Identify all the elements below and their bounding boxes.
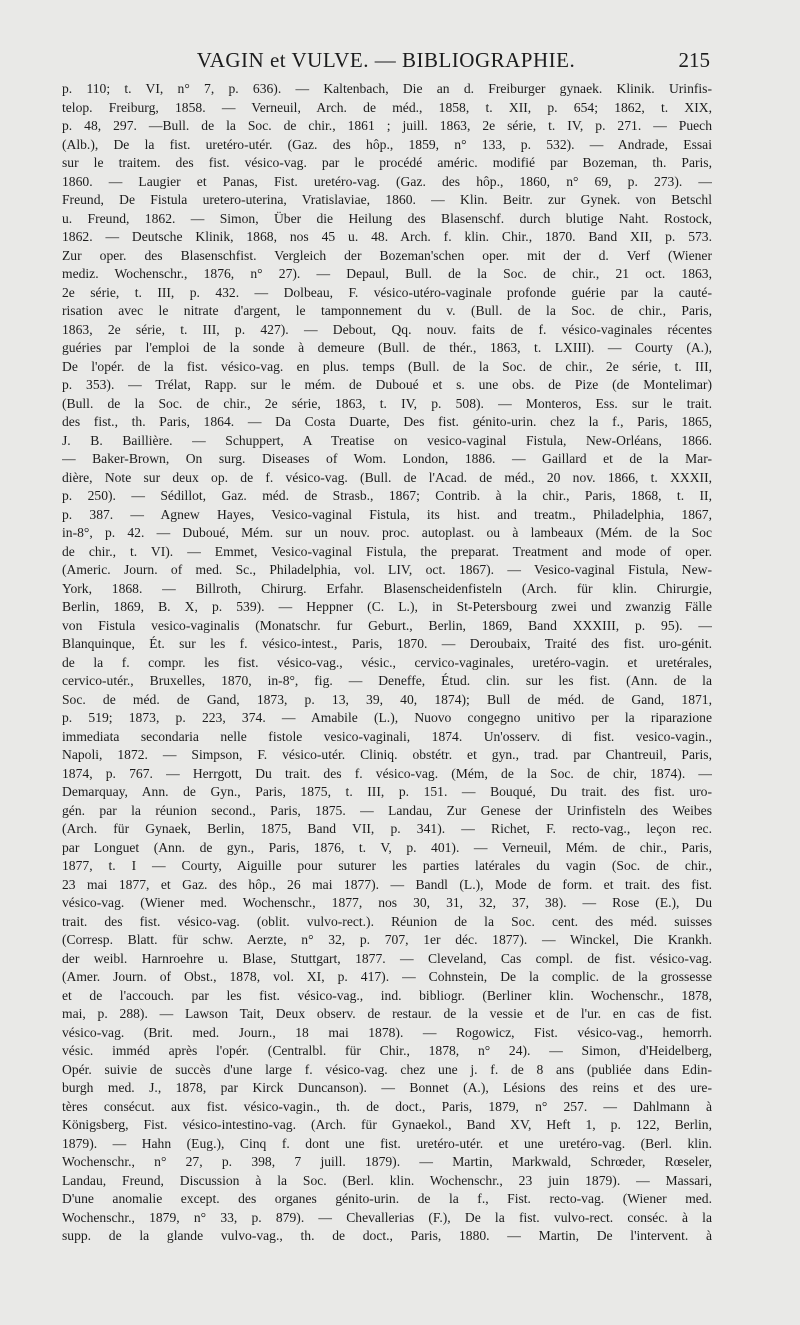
text-line: cervico-utér., Bruxelles, 1870, in-8°, fig. — Deneffe, Étud. clin. sur les fist. (Ann. de la bbox=[62, 673, 712, 688]
text-line: et de l'accouch. par les fist. vésico-vag., ind. bibliogr. (Berliner klin. Wochenschr., 1878, bbox=[62, 987, 712, 1003]
text-line: York, 1868. — Billroth, Chirurg. Erfahr. Blasenscheidenfisteln (Arch. für klin. Chirurgie, bbox=[62, 580, 712, 596]
text-line: p. 387. — Agnew Hayes, Vesico-vaginal Fistula, its hist. and treatm., Philadelphia, 1867, bbox=[62, 506, 712, 522]
text-line: u. Freund, 1862. — Simon, Über die Heilung des Blasenschf. durch blutige Naht. Rostock, bbox=[62, 210, 712, 226]
text-line: De l'opér. de la fist. vésico-vag. en plus. temps (Bull. de la Soc. de chir., 2e série, t. III, bbox=[62, 358, 712, 374]
running-title: VAGIN et VULVE. — BIBLIOGRAPHIE. bbox=[196, 48, 576, 72]
text-line: (Alb.), De la fist. uretéro-utér. (Gaz. des hôp., 1859, n° 133, p. 532). — Andrade, Essai bbox=[62, 136, 712, 152]
text-line: Freund, De Fistula uretero-uterina, Vratislaviae, 1860. — Klin. Beitr. zur Gynek. von Betschl bbox=[62, 192, 712, 207]
text-line: 1862. — Deutsche Klinik, 1868, nos 45 u. 48. Arch. f. klin. Chir., 1870. Band XII, p. 573. bbox=[62, 229, 712, 244]
text-line: dière, Note sur deux op. de f. vésico-vag. (Bull. de l'Acad. de méd., 20 nov. 1866, t. XXXII, bbox=[62, 469, 712, 485]
text-line: p. 110; t. VI, n° 7, p. 636). — Kaltenbach, Die an d. Freiburger gynaek. Klinik. Urinfis- bbox=[62, 81, 712, 96]
bibliography-text bbox=[62, 80, 712, 1246]
text-line: (Bull. de la Soc. de chir., 2e série, 1863, t. IV, p. 508). — Monteros, Ess. sur le trait. bbox=[62, 395, 712, 411]
text-line: Zur oper. des Blasenschfist. Vergleich der Bozeman'schen oper. mit der d. Verf (Wiener bbox=[62, 247, 712, 263]
running-header bbox=[62, 48, 710, 78]
text-line: der weibl. Harnroehre u. Blase, Stuttgart, 1877. — Cleveland, Cas compl. de fist. vésico-vag. bbox=[62, 950, 712, 966]
text-line: Opér. suivie de succès d'une large f. vésico-vag. chez une j. f. de 8 ans (publiée dans Edin- bbox=[62, 1061, 712, 1077]
text-line: p. 250). — Sédillot, Gaz. méd. de Strasb., 1867; Contrib. à la chir., Paris, 1868, t. II, bbox=[62, 488, 712, 503]
text-line: Demarquay, Ann. de Gyn., Paris, 1875, t. III, p. 151. — Bouqué, Du trait. des fist. uro- bbox=[62, 784, 712, 799]
text-line: Wochenschr., 1879, n° 33, p. 879). — Chevallerias (F.), De la fist. vulvo-rect. conséc. à la bbox=[62, 1209, 712, 1225]
text-line: 23 mai 1877, et Gaz. des hôp., 26 mai 1877). — Bandl (L.), Mode de form. et trait. des fist. bbox=[62, 876, 712, 892]
text-line: immediata secondaria nelle fistole vesico-vaginali, 1874. Un'osserv. di fist. vesico-vagin., bbox=[62, 728, 712, 744]
text-line: telop. Freiburg, 1858. — Verneuil, Arch. de méd., 1858, t. XII, p. 654; 1862, t. XIX, bbox=[62, 99, 712, 115]
text-line: tères consécut. aux fist. vésico-vagin., th. de doct., Paris, 1879, n° 257. — Dahlmann à bbox=[62, 1098, 712, 1114]
text-line: 1879). — Hahn (Eug.), Cinq f. dont une fist. uretéro-utér. et une uretéro-vag. (Berl. klin. bbox=[62, 1135, 712, 1151]
text-line: p. 353). — Trélat, Rapp. sur le mém. de Duboué et s. une obs. de Pize (de Montelimar) bbox=[62, 377, 712, 392]
text-line: mediz. Wochenschr., 1876, n° 27). — Depaul, Bull. de la Soc. de chir., 21 oct. 1863, bbox=[62, 266, 712, 281]
text-line: J. B. Baillière. — Schuppert, A Treatise on vesico-vaginal Fistula, New-Orléans, 1866. bbox=[62, 432, 712, 448]
text-line: vésico-vag. (Brit. med. Journ., 18 mai 1878). — Rogowicz, Fist. vésico-vag., hemorrh. bbox=[62, 1024, 712, 1040]
text-line: Berlin, 1869, B. X, p. 539). — Heppner (C. L.), in St-Petersbourg zwei und zwanzig Fälle bbox=[62, 599, 712, 614]
text-line: burgh med. J., 1878, par Kirck Duncanson). — Bonnet (A.), Lésions des reins et des ure- bbox=[62, 1080, 712, 1095]
text-line: p. 519; 1873, p. 223, 374. — Amabile (L.), Nuovo congegno unitivo per la riparazione bbox=[62, 710, 712, 725]
text-line: — Baker-Brown, On surg. Diseases of Wom. London, 1886. — Gaillard et de la Mar- bbox=[62, 451, 712, 466]
text-line: Landau, Freund, Discussion à la Soc. (Berl. klin. Wochenschr., 23 juin 1879). — Massari, bbox=[62, 1172, 712, 1188]
text-line: sur le traitem. des fist. vésico-vag. par le procédé améric. modifié par Bozeman, th. Paris, bbox=[62, 155, 712, 170]
text-line: risation avec le nitrate d'argent, le tamponnement du v. (Bull. de la Soc. de chir., Paris, bbox=[62, 303, 712, 318]
text-line: (Arch. für Gynaek, Berlin, 1875, Band VII, p. 341). — Richet, F. recto-vag., leçon rec. bbox=[62, 821, 712, 836]
text-line: Königsberg, Fist. vésico-intestino-vag. (Arch. für Gynaekol., Band XV, Heft 1, p. 122, Berlin, bbox=[62, 1117, 712, 1132]
text-line: vésic. imméd après l'opér. (Centralbl. für Chir., 1878, n° 24). — Simon, d'Heidelberg, bbox=[62, 1043, 712, 1058]
text-line: Napoli, 1872. — Simpson, F. vésico-utér. Cliniq. obstétr. et gyn., trad. par Chantreuil, Paris, bbox=[62, 747, 712, 762]
text-line: 1877, t. I — Courty, Aiguille pour suturer les parties latérales du vagin (Soc. de chir., bbox=[62, 858, 712, 873]
text-line: supp. de la glande vulvo-vag., th. de doct., Paris, 1880. — Martin, De l'intervent. à bbox=[62, 1228, 712, 1243]
text-line: Blanquinque, Ét. sur les f. vésico-intest., Paris, 1870. — Deroubaix, Traité des fist. uro-génit. bbox=[62, 636, 712, 651]
text-line: 1860. — Laugier et Panas, Fist. uretéro-vag. (Gaz. des hôp., 1860, n° 69, p. 273). — bbox=[62, 173, 712, 189]
text-line: mai, p. 288). — Lawson Tait, Deux observ. de restaur. de la vessie et de l'ur. en cas de fist. bbox=[62, 1006, 712, 1021]
text-line: (Amer. Journ. of Obst., 1878, vol. XI, p. 417). — Cohnstein, De la complic. de la grossesse bbox=[62, 969, 712, 984]
text-line: D'une anomalie except. des organes génito-urin. de la f., Fist. recto-vag. (Wiener med. bbox=[62, 1191, 712, 1206]
page-number: 215 bbox=[678, 48, 710, 72]
text-line: 1863, 2e série, t. III, p. 427). — Debout, Qq. nouv. faits de f. vésico-vaginales récentes bbox=[62, 321, 712, 337]
text-line: guéries par l'emploi de la sonde à demeure (Bull. de thér., 1863, t. LXIII). — Courty (A.), bbox=[62, 340, 712, 355]
text-line: gén. par la réunion second., Paris, 1875. — Landau, Zur Genese der Urinfisteln des Weibes bbox=[62, 802, 712, 818]
text-line: de chir., t. VI). — Emmet, Vesico-vaginal Fistula, the preparat. Treatment and mode of oper. bbox=[62, 543, 712, 559]
text-line: Wochenschr., n° 27, p. 398, 7 juill. 1879). — Martin, Markwald, Schrœder, Rœseler, bbox=[62, 1154, 712, 1169]
text-line: von Fistula vesico-vaginalis (Monatschr. fur Geburt., Berlin, 1869, Band XXXIII, p. 95). — bbox=[62, 617, 712, 633]
text-line: (Corresp. Blatt. für schw. Aerzte, n° 32, p. 707, 1er déc. 1877). — Winckel, Die Krankh. bbox=[62, 932, 712, 947]
text-line: in-8°, p. 42. — Duboué, Mém. sur un nouv. proc. autoplast. ou à lambeaux (Mém. de la Soc bbox=[62, 525, 712, 540]
text-line: vésico-vag. (Wiener med. Wochenschr., 1877, nos 30, 31, 32, 37, 38). — Rose (E.), Du bbox=[62, 895, 712, 910]
text-line: Soc. de méd. de Gand, 1873, p. 13, 39, 40, 1874); Bull de méd. de Gand, 1871, bbox=[62, 691, 712, 707]
text-line: trait. des fist. vésico-vag. (oblit. vulvo-rect.). Réunion de la Soc. cent. des méd. suisses bbox=[62, 913, 712, 929]
text-line: p. 48, 297. —Bull. de la Soc. de chir., 1861 ; juill. 1863, 2e série, t. IV, p. 271. — Puech bbox=[62, 118, 712, 133]
text-line: de la f. compr. les fist. vésico-vag., vésic., cervico-vaginales, uretéro-vagin. et uretérales, bbox=[62, 654, 712, 670]
text-line: 2e série, t. III, p. 432. — Dolbeau, F. vésico-utéro-vaginale profonde guérie par la cauté- bbox=[62, 284, 712, 300]
text-line: 1874, p. 767. — Herrgott, Du trait. des f. vésico-vag. (Mém, de la Soc. de chir, 1874). — bbox=[62, 765, 712, 781]
text-line: par Longuet (Ann. de gyn., Paris, 1876, t. V, p. 401). — Verneuil, Mém. de chir., Paris, bbox=[62, 839, 712, 855]
text-line: des fist., th. Paris, 1864. — Da Costa Duarte, Des fist. génito-urin. chez la f., Paris, 1865, bbox=[62, 414, 712, 429]
text-line: (Americ. Journ. of med. Sc., Philadelphia, vol. LIV, oct. 1867). — Vesico-vaginal Fistula, New- bbox=[62, 562, 712, 577]
